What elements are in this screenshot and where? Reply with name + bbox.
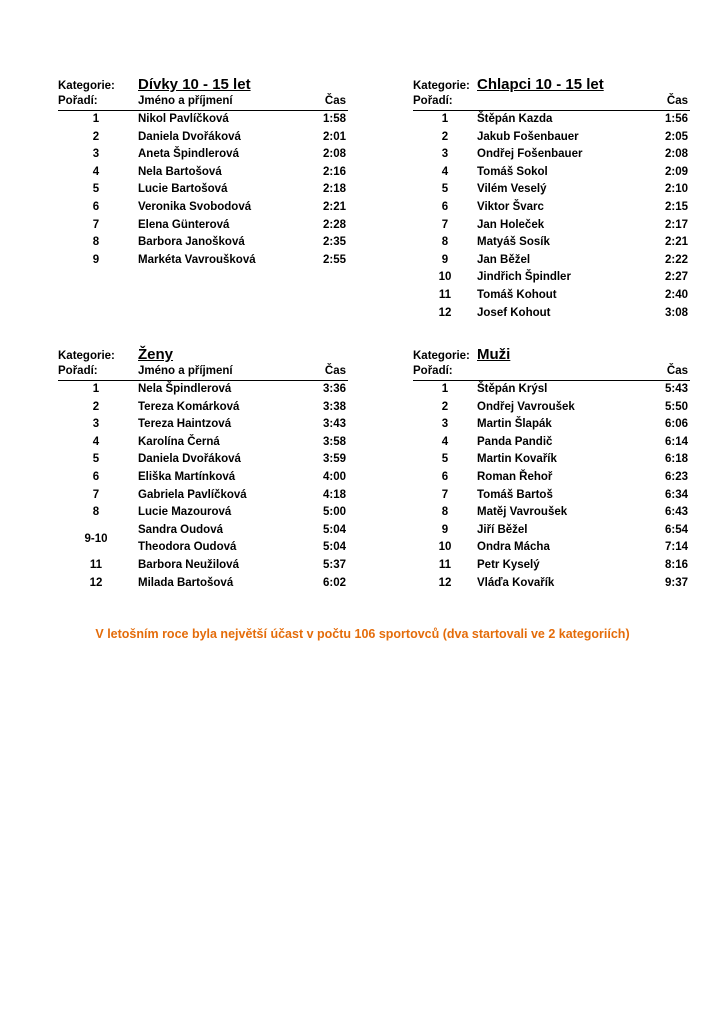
time-cell: 9:37 [664, 576, 688, 589]
time-cell: 6:06 [664, 418, 688, 431]
rank-cell: 7 [92, 488, 100, 501]
time-cell: 2:35 [322, 236, 346, 249]
category-chlapci [413, 72, 690, 322]
name-cell: Milada Bartošová [138, 576, 234, 589]
rank-cell: 4 [92, 435, 100, 448]
name-cell: Štěpán Kazda [477, 113, 553, 125]
table-header [413, 94, 690, 111]
result-row [413, 287, 690, 305]
time-cell: 4:00 [322, 470, 346, 483]
result-row [413, 234, 690, 252]
rank-cell: 2 [92, 400, 100, 413]
result-row [413, 487, 690, 505]
time-cell: 5:37 [322, 558, 346, 571]
rank-cell: 5 [92, 183, 100, 196]
name-cell: Barbora Janošková [138, 236, 245, 249]
category-title: Ženy [138, 346, 174, 363]
rank-cell: 8 [441, 236, 449, 249]
name-cell: Nikol Pavlíčková [138, 113, 229, 125]
time-cell: 2:16 [322, 165, 346, 178]
rank-cell: 9 [92, 253, 100, 266]
time-cell: 2:08 [322, 148, 346, 161]
result-row [58, 539, 348, 557]
rank-cell: 12 [89, 576, 103, 589]
result-row [413, 416, 690, 434]
result-row [413, 539, 690, 557]
rank-cell: 5 [441, 453, 449, 466]
name-cell: Markéta Vavroušková [138, 253, 256, 266]
rank-cell: 3 [441, 418, 449, 431]
result-row [58, 181, 348, 199]
result-row [58, 557, 348, 575]
rank-cell: 11 [89, 558, 103, 571]
rank-cell: 11 [438, 558, 452, 571]
time-cell: 8:16 [664, 558, 688, 571]
name-header: Jméno a příjmení [138, 365, 233, 377]
name-cell: Jiří Běžel [477, 523, 528, 536]
name-cell: Elena Günterová [138, 218, 230, 231]
time-cell: 3:43 [322, 418, 346, 431]
time-cell: 2:09 [664, 165, 688, 178]
category-label: Kategorie: [58, 350, 115, 362]
category-title: Chlapci 10 - 15 let [477, 76, 604, 93]
rank-cell: 9 [441, 253, 449, 266]
time-cell: 2:21 [322, 200, 346, 213]
time-cell: 5:50 [664, 400, 688, 413]
results-list [58, 111, 348, 269]
name-cell: Štěpán Krýsl [477, 383, 548, 395]
time-cell: 2:08 [664, 148, 688, 161]
table-header [413, 364, 690, 381]
rank-cell: 8 [441, 506, 449, 519]
time-header: Čas [324, 95, 346, 107]
rank-cell: 2 [441, 400, 449, 413]
result-row [58, 164, 348, 182]
result-row [58, 146, 348, 164]
time-cell: 6:43 [664, 506, 688, 519]
time-cell: 5:04 [322, 541, 346, 554]
result-row [413, 181, 690, 199]
rank-cell: 10 [438, 271, 452, 284]
rank-header: Pořadí: [413, 365, 453, 377]
rank-cell: 4 [441, 435, 449, 448]
rank-cell: 7 [92, 218, 100, 231]
result-row [58, 487, 348, 505]
rank-cell: 1 [441, 383, 449, 395]
time-cell: 2:01 [322, 130, 346, 143]
rank-cell: 7 [441, 488, 449, 501]
name-header: Jméno a příjmení [138, 95, 233, 107]
results-list [58, 381, 348, 592]
name-cell: Martin Šlapák [477, 418, 552, 431]
result-row [58, 111, 348, 129]
rank-cell: 9 [441, 523, 449, 536]
footer-note: V letošním roce byla největší účast v počtu 106 sportovců (dva startovali ve 2 kategoriích) [95, 627, 630, 641]
name-cell: Daniela Dvořáková [138, 453, 241, 466]
name-cell: Ondřej Fošenbauer [477, 148, 583, 161]
name-cell: Lucie Bartošová [138, 183, 228, 196]
result-row [413, 199, 690, 217]
result-row [58, 469, 348, 487]
rank-cell: 2 [441, 130, 449, 143]
name-cell: Sandra Oudová [138, 523, 223, 536]
name-cell: Ondřej Vavroušek [477, 400, 575, 413]
result-row [58, 199, 348, 217]
time-cell: 2:21 [664, 236, 688, 249]
result-row [413, 575, 690, 593]
time-cell: 6:34 [664, 488, 688, 501]
time-cell: 6:14 [664, 435, 688, 448]
result-row [413, 269, 690, 287]
time-cell: 6:02 [322, 576, 346, 589]
rank-header: Pořadí: [58, 95, 98, 107]
name-cell: Roman Řehoř [477, 470, 553, 483]
results-list [413, 111, 690, 322]
time-cell: 1:58 [322, 113, 346, 125]
time-cell: 6:18 [664, 453, 688, 466]
name-cell: Theodora Oudová [138, 541, 237, 554]
category-muzi [413, 342, 690, 592]
result-row [58, 451, 348, 469]
result-row [413, 434, 690, 452]
result-row [413, 111, 690, 129]
name-cell: Karolína Černá [138, 435, 220, 448]
name-cell: Tomáš Sokol [477, 165, 548, 178]
time-cell: 5:00 [322, 506, 346, 519]
result-row [58, 217, 348, 235]
rank-cell: 7 [441, 218, 449, 231]
rank-cell: 11 [438, 288, 452, 301]
name-cell: Lucie Mazourová [138, 506, 232, 519]
shared-rank-cell: 9-10 [84, 532, 108, 545]
category-heading [58, 72, 348, 94]
name-cell: Ondra Mácha [477, 541, 550, 554]
name-cell: Vláďa Kovařík [477, 576, 555, 589]
rank-cell: 6 [92, 200, 100, 213]
rank-cell: 3 [441, 148, 449, 161]
name-cell: Tereza Haintzová [138, 418, 232, 431]
result-row [58, 252, 348, 270]
time-cell: 2:18 [322, 183, 346, 196]
result-row [58, 434, 348, 452]
rank-cell: 1 [92, 113, 100, 125]
rank-cell: 12 [438, 306, 452, 319]
result-row [413, 522, 690, 540]
rank-cell: 10 [438, 541, 452, 554]
name-cell: Daniela Dvořáková [138, 130, 241, 143]
time-header: Čas [666, 95, 688, 107]
name-cell: Nela Bartošová [138, 165, 222, 178]
result-row [413, 399, 690, 417]
time-cell: 7:14 [664, 541, 688, 554]
result-row [58, 575, 348, 593]
result-row [413, 451, 690, 469]
time-cell: 2:15 [664, 200, 688, 213]
result-row [58, 522, 348, 545]
time-cell: 3:38 [322, 400, 346, 413]
time-cell: 2:27 [664, 271, 688, 284]
category-label: Kategorie: [413, 350, 470, 362]
result-row [413, 146, 690, 164]
time-cell: 2:55 [322, 253, 346, 266]
name-cell: Tomáš Kohout [477, 288, 557, 301]
time-cell: 2:10 [664, 183, 688, 196]
rank-cell: 6 [92, 470, 100, 483]
rank-cell: 3 [92, 418, 100, 431]
time-cell: 3:59 [322, 453, 346, 466]
time-cell: 2:28 [322, 218, 346, 231]
name-cell: Viktor Švarc [477, 200, 544, 213]
result-row [58, 504, 348, 522]
result-row [58, 416, 348, 434]
result-row [58, 399, 348, 417]
result-row [413, 504, 690, 522]
result-row [413, 252, 690, 270]
name-cell: Jan Běžel [477, 253, 531, 266]
category-heading [413, 72, 690, 94]
time-header: Čas [666, 365, 688, 377]
table-header [58, 364, 348, 381]
result-row [58, 381, 348, 399]
time-cell: 3:36 [322, 383, 346, 395]
name-cell: Matěj Vavroušek [477, 506, 568, 519]
name-cell: Gabriela Pavlíčková [138, 488, 247, 501]
name-cell: Tereza Komárková [138, 400, 240, 413]
result-row [413, 129, 690, 147]
category-divky [58, 72, 348, 269]
category-heading [58, 342, 348, 364]
time-cell: 2:22 [664, 253, 688, 266]
name-cell: Veronika Svobodová [138, 200, 252, 213]
result-row [413, 381, 690, 399]
time-cell: 2:17 [664, 218, 688, 231]
rank-cell: 6 [441, 200, 449, 213]
rank-header: Pořadí: [413, 95, 453, 107]
result-row [413, 469, 690, 487]
name-cell: Vilém Veselý [477, 183, 547, 196]
name-cell: Barbora Neužilová [138, 558, 239, 571]
rank-cell: 5 [441, 183, 449, 196]
time-cell: 3:58 [322, 435, 346, 448]
time-cell: 2:40 [664, 288, 688, 301]
result-row [58, 129, 348, 147]
name-cell: Nela Špindlerová [138, 383, 232, 395]
name-cell: Matyáš Sosík [477, 236, 550, 249]
results-list [413, 381, 690, 592]
name-cell: Aneta Špindlerová [138, 148, 239, 161]
name-cell: Eliška Martínková [138, 470, 236, 483]
result-row [413, 305, 690, 323]
name-cell: Jindřich Špindler [477, 271, 571, 284]
table-header [58, 94, 348, 111]
time-cell: 3:08 [664, 306, 688, 319]
category-title: Muži [477, 346, 511, 363]
time-cell: 2:05 [664, 130, 688, 143]
category-heading [413, 342, 690, 364]
time-cell: 6:54 [664, 523, 688, 536]
time-cell: 4:18 [322, 488, 346, 501]
rank-cell: 12 [438, 576, 452, 589]
category-zeny [58, 342, 348, 592]
rank-header: Pořadí: [58, 365, 98, 377]
rank-cell: 4 [92, 165, 100, 178]
rank-cell: 8 [92, 236, 100, 249]
result-row [413, 164, 690, 182]
time-cell: 1:56 [664, 113, 688, 125]
time-cell: 5:04 [322, 523, 346, 536]
rank-cell: 4 [441, 165, 449, 178]
category-label: Kategorie: [413, 80, 470, 92]
name-cell: Josef Kohout [477, 306, 551, 319]
category-title: Dívky 10 - 15 let [138, 76, 251, 93]
name-cell: Petr Kyselý [477, 558, 540, 571]
rank-cell: 8 [92, 506, 100, 519]
name-cell: Panda Pandič [477, 435, 553, 448]
rank-cell: 2 [92, 130, 100, 143]
rank-cell: 3 [92, 148, 100, 161]
name-cell: Martin Kovařík [477, 453, 557, 466]
rank-cell: 1 [92, 383, 100, 395]
time-cell: 6:23 [664, 470, 688, 483]
name-cell: Tomáš Bartoš [477, 488, 553, 501]
time-header: Čas [324, 365, 346, 377]
name-cell: Jan Holeček [477, 218, 545, 231]
result-row [413, 217, 690, 235]
category-label: Kategorie: [58, 80, 115, 92]
rank-cell: 1 [441, 113, 449, 125]
rank-cell: 5 [92, 453, 100, 466]
name-cell: Jakub Fošenbauer [477, 130, 579, 143]
result-row [58, 234, 348, 252]
time-cell: 5:43 [664, 383, 688, 395]
rank-cell: 6 [441, 470, 449, 483]
result-row [413, 557, 690, 575]
